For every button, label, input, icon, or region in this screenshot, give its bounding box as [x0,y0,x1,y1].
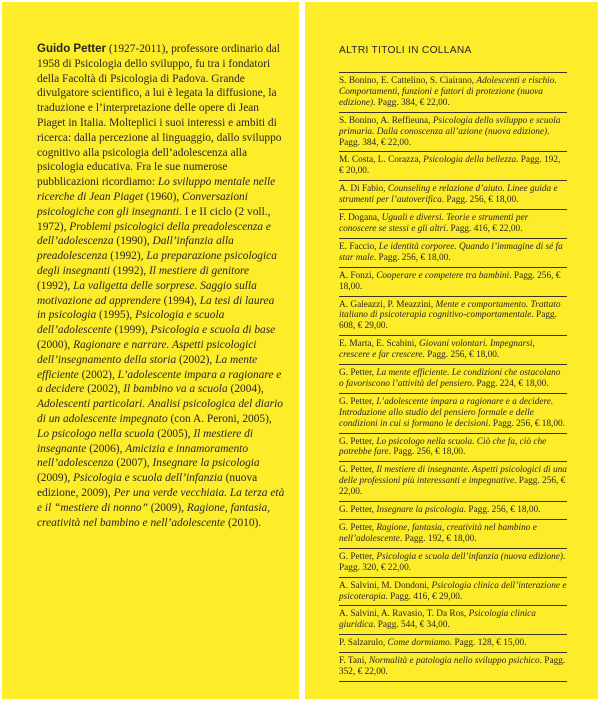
entry-title: La mente efficiente. Le condizioni che ostacolano o favoriscono l’attività del pensiero [339,368,561,389]
work-title: La preparazione psicologica degli insegnanti [37,250,277,277]
entry-pages-price: . Pagg. 544, € 34,00. [373,620,450,631]
work-title: Ragionare e narrare. Aspetti psicologici dell’insegnamento della storia [37,338,257,366]
work-title: Il mestiere di insegnante [37,427,253,455]
bio-text: (1960), [143,190,183,203]
entry-title: Psicologia clinica dell’interazione e psicoterapia [339,580,567,602]
bio-text: (1992), [107,250,147,263]
entry-pages-price: . Pagg. 320, € 22,00. [339,551,566,573]
bio-text: (1990), [113,235,153,248]
entry-authors: G. Petter, [339,396,377,407]
list-item [339,393,567,433]
work-title: Insegnare la psicologia [152,457,260,470]
author-biography [37,42,285,530]
work-title: La valigetta delle sorprese. Saggio sulla motivazione ad apprendere [37,279,257,307]
entry-title: Insegnare la psicologia [376,505,464,516]
entry-authors: G. Petter, [339,368,377,379]
bio-text: (2000), [37,338,74,351]
entry-authors: A. Fonzi, [339,270,377,281]
bio-text: (2002), [176,353,216,366]
entry-pages-price: . Pagg. 256, € 18,00. [422,350,500,361]
list-item [339,151,567,180]
list-item [339,501,567,519]
entry-title: Ragione, fantasia, creatività nel bambino e nell’adolescente [339,523,537,544]
list-item [339,335,567,364]
entry-pages-price: . Pagg. 256, € 18,00. [339,270,561,292]
entry-pages-price: . Pagg. 416, € 22,00. [445,223,523,234]
entry-title: Counseling e relazione d’aiuto. Linee guida e strumenti per l’autoverifica [339,184,558,206]
work-title: Lo psicologo nella scuola [37,427,155,440]
entry-authors: G. Petter, [339,505,377,516]
work-title: La tesi di laurea in psicologia [37,294,275,322]
entry-title: Psicologia dello sviluppo e scuola primaria. Dalla conoscenza all’azione (nuova edizione) [339,115,561,137]
entry-pages-price: . Pagg. 256, € 18,00. [388,447,466,458]
bio-text: (2010). [225,516,262,529]
entry-pages-price: . Pagg. 256, € 22,00. [339,476,566,498]
list-item [339,461,567,501]
series-title-list [339,72,567,682]
bio-text: . I e II ciclo (2 voll., 1972), [37,205,271,233]
bio-text: (1992), [110,264,150,277]
work-title: Psicologia e scuola di base [150,324,276,337]
entry-pages-price: . Pagg. 224, € 18,00. [471,378,549,389]
bio-text: (1927-2011), professore ordinario dal 1958 di Psicologia dello sviluppo, fu tra i fondatori della Facoltà di Psicologia di Padova. Grande divulgatore scientifico, a lui è legata la diffusione, la traduzione e l’interpretazione delle opere di Jean Piaget in Italia. Molteplici i suoi interessi e ambiti di ricerca: dalla percezione al linguaggio, dallo sviluppo cognitivo alla psicologia dell’adolescenza alla psicologia educativa. Fra le sue numerose pubblicazioni ricordiamo: [37,43,282,189]
work-title: Lo sviluppo mentale nelle ricerche di Jean Piaget [37,176,276,203]
entry-authors: F. Dogana, [339,213,382,224]
entry-title: Le identità corporee. Quando l’immagine di sé fa star male [339,241,563,263]
list-item [339,364,567,393]
entry-title: Lo psicologo nella scuola. Ciò che fa, ciò che potrebbe fare [339,436,547,458]
work-title: La mente efficiente [37,353,258,381]
list-item [339,433,567,462]
work-title: Dall’infanzia alla preadolescenza [37,235,234,263]
entry-authors: G. Petter, [339,436,377,447]
work-title: Il bambino va a scuola [123,383,228,396]
bio-text: (2009), [37,472,74,485]
list-item [339,238,567,267]
work-title: Adolescenti particolari. Analisi psicologica del diario di un adolescente impegnato [37,398,283,425]
list-item [339,548,567,577]
entry-title: Psicologia e scuola dell’infanzia (nuova edizione) [376,551,564,562]
bio-text: (2002), [78,368,118,381]
entry-authors: G. Petter, [339,523,377,533]
entry-pages-price: . Pagg. 416, € 29,00. [385,591,463,602]
work-title: Ragione, fantasia, creatività nel bambino e nell’adolescente [37,501,271,529]
entry-title: Uguali e diversi. Teorie e strumenti per conoscere se stessi e gli altri [339,213,529,234]
work-title: Amicizia e innamoramento nell’adolescenza [37,442,249,470]
work-title: Il mestiere di genitore [149,264,250,277]
entry-title: Il mestiere di insegnante. Aspetti psicologici di una delle professioni più interessanti e impegnative [339,465,567,487]
entry-title: Come dormiamo [387,638,450,649]
entry-authors: A. Salvini, M. Dondoni, [339,580,432,591]
bio-text: (1992), [37,279,74,292]
bio-text: (2005), [154,427,194,440]
bio-text: (2002), [84,383,124,396]
entry-authors: M. Costa, L. Corazza, [339,155,424,166]
list-item [339,112,567,152]
entry-authors: A. Salvini, A. Ravasio, T. Da Ros, [339,609,469,620]
list-item [339,519,567,548]
left-panel [2,2,299,699]
list-item [339,72,567,112]
work-title: Psicologia e scuola dell’infanzia [73,472,223,485]
entry-pages-price: . Pagg. 256, € 18,00. [373,252,451,263]
entry-pages-price: . Pagg. 256, € 18,00. [488,418,565,429]
author-name: Guido Petter [37,43,107,55]
list-item [339,267,567,296]
bio-text: (2009), [147,501,187,514]
entry-title: Giovani volontari. Impegnarsi, crescere e far crescere [339,339,535,361]
entry-pages-price: . Pagg. 384, € 22,00. [373,97,450,108]
entry-authors: A. Di Fabio, [339,184,388,195]
entry-pages-price: . Pagg. 192, € 18,00. [399,533,477,544]
entry-title: Cooperare e competere tra bambini [376,270,510,281]
list-item [339,577,567,606]
right-panel [305,2,598,699]
list-item [339,605,567,634]
entry-authors: P. Salzarulo, [339,638,388,649]
work-title: Per una verde vecchiaia. La terza età e il “mestiere di nonno” [37,486,285,514]
list-item [339,180,567,209]
entry-pages-price: . Pagg. 256, € 18,00. [463,505,541,516]
entry-authors: G. Petter, [339,465,377,476]
bio-text: (con A. Peroni, 2005), [167,412,272,425]
bio-text: (1999), [111,324,151,337]
entry-authors: A. Galeazzi, P. Meazzini, [339,299,436,310]
list-item [339,209,567,238]
bio-text: (1995), [96,309,136,322]
work-title: Psicologia e scuola dell’adolescente [37,309,225,337]
entry-authors: S. Bonino, E. Cattelino, S. Ciairano, [339,76,477,86]
work-title: L’adolescente impara a ragionare e a decidere [37,368,282,396]
work-title: Conversazioni psicologiche con gli insegnanti [37,190,248,218]
entry-authors: F. Tani, [339,656,369,667]
entry-pages-price: . Pagg. 608, € 29,00. [339,310,557,332]
list-item [339,652,567,682]
entry-authors: S. Bonino, A. Reffieuna, [339,115,433,126]
list-item [339,296,567,336]
entry-title: Adolescenti e rischio. Comportamenti, funzioni e fattori di protezione (nuova edizione) [339,76,557,108]
work-title: Problemi psicologici della preadolescenza e dell’adolescenza [37,220,271,248]
entry-pages-price: . Pagg. 384, € 22,00. [339,126,550,148]
series-list-title: ALTRI TITOLI IN COLLANA [339,45,472,56]
bio-text: (2006), [86,442,126,455]
bio-text: (2004), [227,383,264,396]
entry-pages-price: . Pagg. 352, € 22,00. [339,656,566,678]
entry-title: Psicologia della bellezza [423,155,517,166]
list-item [339,634,567,652]
entry-pages-price: . Pagg. 256, € 18,00. [441,195,519,206]
entry-pages-price: . Pagg. 192, € 20,00. [339,155,561,177]
entry-authors: G. Petter, [339,551,377,562]
entry-title: Normalità e patologia nello sviluppo psichico [368,656,540,667]
bio-text: (1994), [160,294,200,307]
entry-pages-price: . Pagg. 128, € 15,00. [449,638,527,649]
entry-title: Mente e comportamento. Trattato italiano di psicoterapia cognitivo-comportamentale [339,299,561,321]
bio-text: (nuova edizione, 2009), [37,472,258,499]
entry-title: Psicologia clinica giuridica [339,609,536,631]
entry-authors: E. Faccio, [339,241,379,252]
bio-text: (2007), [113,457,153,470]
entry-authors: E. Marta, E. Scabini, [339,339,420,350]
entry-title: L’adolescente impara a ragionare e a decidere. Introduzione allo studio del pensiero formale e delle condizioni in cui si formano le decisioni [339,396,554,429]
